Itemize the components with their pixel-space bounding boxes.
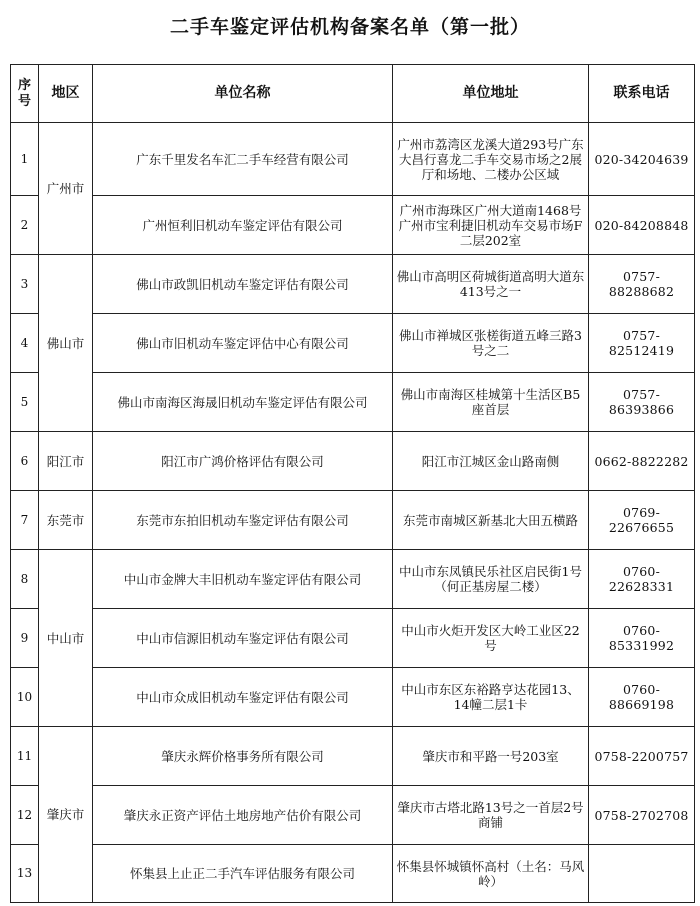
- row-phone: 0760-85331992: [589, 609, 695, 668]
- row-seq: 1: [11, 123, 39, 196]
- row-address: 佛山市高明区荷城街道高明大道东413号之一: [393, 255, 589, 314]
- table-row: [11, 314, 695, 373]
- row-address: 中山市东凤镇民乐社区启民街1号（何正基房屋二楼）: [393, 550, 589, 609]
- row-phone: 020-84208848: [589, 196, 695, 255]
- row-address: 东莞市南城区新基北大田五横路: [393, 491, 589, 550]
- row-seq: 3: [11, 255, 39, 314]
- document-title: 二手车鉴定评估机构备案名单（第一批）: [169, 16, 530, 38]
- table-row: [11, 123, 695, 196]
- row-seq: 10: [11, 668, 39, 727]
- region-cell: 中山市: [39, 550, 93, 727]
- row-address: 广州市荔湾区龙溪大道293号广东大昌行喜龙二手车交易市场之2展厅和场地、二楼办公区域: [393, 123, 589, 196]
- row-seq: 9: [11, 609, 39, 668]
- row-address: 阳江市江城区金山路南侧: [393, 432, 589, 491]
- row-seq: 13: [11, 845, 39, 903]
- row-seq: 7: [11, 491, 39, 550]
- row-address: 中山市东区东裕路亨达花园13、14幢二层1卡: [393, 668, 589, 727]
- table-row: [11, 727, 695, 786]
- row-name: 中山市金牌大丰旧机动车鉴定评估有限公司: [93, 550, 393, 609]
- row-address: 中山市火炬开发区大岭工业区22号: [393, 609, 589, 668]
- header-phone: 联系电话: [589, 65, 695, 123]
- row-name: 东莞市东拍旧机动车鉴定评估有限公司: [93, 491, 393, 550]
- table-row: [11, 373, 695, 432]
- row-address: 肇庆市和平路一号203室: [393, 727, 589, 786]
- row-seq: 6: [11, 432, 39, 491]
- row-seq: 8: [11, 550, 39, 609]
- region-cell: 佛山市: [39, 255, 93, 432]
- header-name: 单位名称: [93, 65, 393, 123]
- row-address: 肇庆市古塔北路13号之一首层2号商铺: [393, 786, 589, 845]
- row-seq: 11: [11, 727, 39, 786]
- row-name: 怀集县上止正二手汽车评估服务有限公司: [93, 845, 393, 903]
- row-name: 中山市众成旧机动车鉴定评估有限公司: [93, 668, 393, 727]
- region-cell: 肇庆市: [39, 727, 93, 903]
- table-row: [11, 668, 695, 727]
- region-cell: 阳江市: [39, 432, 93, 491]
- row-phone: 0757-88288682: [589, 255, 695, 314]
- row-seq: 5: [11, 373, 39, 432]
- region-cell: 广州市: [39, 123, 93, 255]
- row-phone: 0758-2200757: [589, 727, 695, 786]
- registry-table: [10, 64, 695, 903]
- row-address: 佛山市禅城区张槎街道五峰三路3号之二: [393, 314, 589, 373]
- table-row: [11, 196, 695, 255]
- row-name: 中山市信源旧机动车鉴定评估有限公司: [93, 609, 393, 668]
- row-name: 肇庆永正资产评估土地房地产估价有限公司: [93, 786, 393, 845]
- row-name: 佛山市旧机动车鉴定评估中心有限公司: [93, 314, 393, 373]
- table-row: [11, 845, 695, 903]
- row-phone: 020-34204639: [589, 123, 695, 196]
- table-header-row: [11, 65, 695, 123]
- table-row: [11, 255, 695, 314]
- row-address: 佛山市南海区桂城第十生活区B5座首层: [393, 373, 589, 432]
- row-name: 佛山市政凯旧机动车鉴定评估有限公司: [93, 255, 393, 314]
- header-region: 地区: [39, 65, 93, 123]
- row-phone: 0760-22628331: [589, 550, 695, 609]
- row-phone: 0769-22676655: [589, 491, 695, 550]
- row-phone: 0757-82512419: [589, 314, 695, 373]
- row-phone: 0758-2702708: [589, 786, 695, 845]
- row-name: 佛山市南海区海晟旧机动车鉴定评估有限公司: [93, 373, 393, 432]
- row-name: 肇庆永辉价格事务所有限公司: [93, 727, 393, 786]
- row-phone: 0757-86393866: [589, 373, 695, 432]
- row-name: 广东千里发名车汇二手车经营有限公司: [93, 123, 393, 196]
- row-phone: 0662-8822282: [589, 432, 695, 491]
- row-phone: [589, 845, 695, 903]
- row-seq: 4: [11, 314, 39, 373]
- header-seq: 序号: [11, 65, 39, 123]
- row-seq: 12: [11, 786, 39, 845]
- row-name: 广州恒利旧机动车鉴定评估有限公司: [93, 196, 393, 255]
- row-address: 怀集县怀城镇怀高村（土名：马风岭）: [393, 845, 589, 903]
- table-row: [11, 491, 695, 550]
- table-row: [11, 432, 695, 491]
- table-row: [11, 609, 695, 668]
- header-address: 单位地址: [393, 65, 589, 123]
- region-cell: 东莞市: [39, 491, 93, 550]
- row-seq: 2: [11, 196, 39, 255]
- row-phone: 0760-88669198: [589, 668, 695, 727]
- table-row: [11, 550, 695, 609]
- row-name: 阳江市广鸿价格评估有限公司: [93, 432, 393, 491]
- table-row: [11, 786, 695, 845]
- row-address: 广州市海珠区广州大道南1468号广州市宝利捷旧机动车交易市场F二层202室: [393, 196, 589, 255]
